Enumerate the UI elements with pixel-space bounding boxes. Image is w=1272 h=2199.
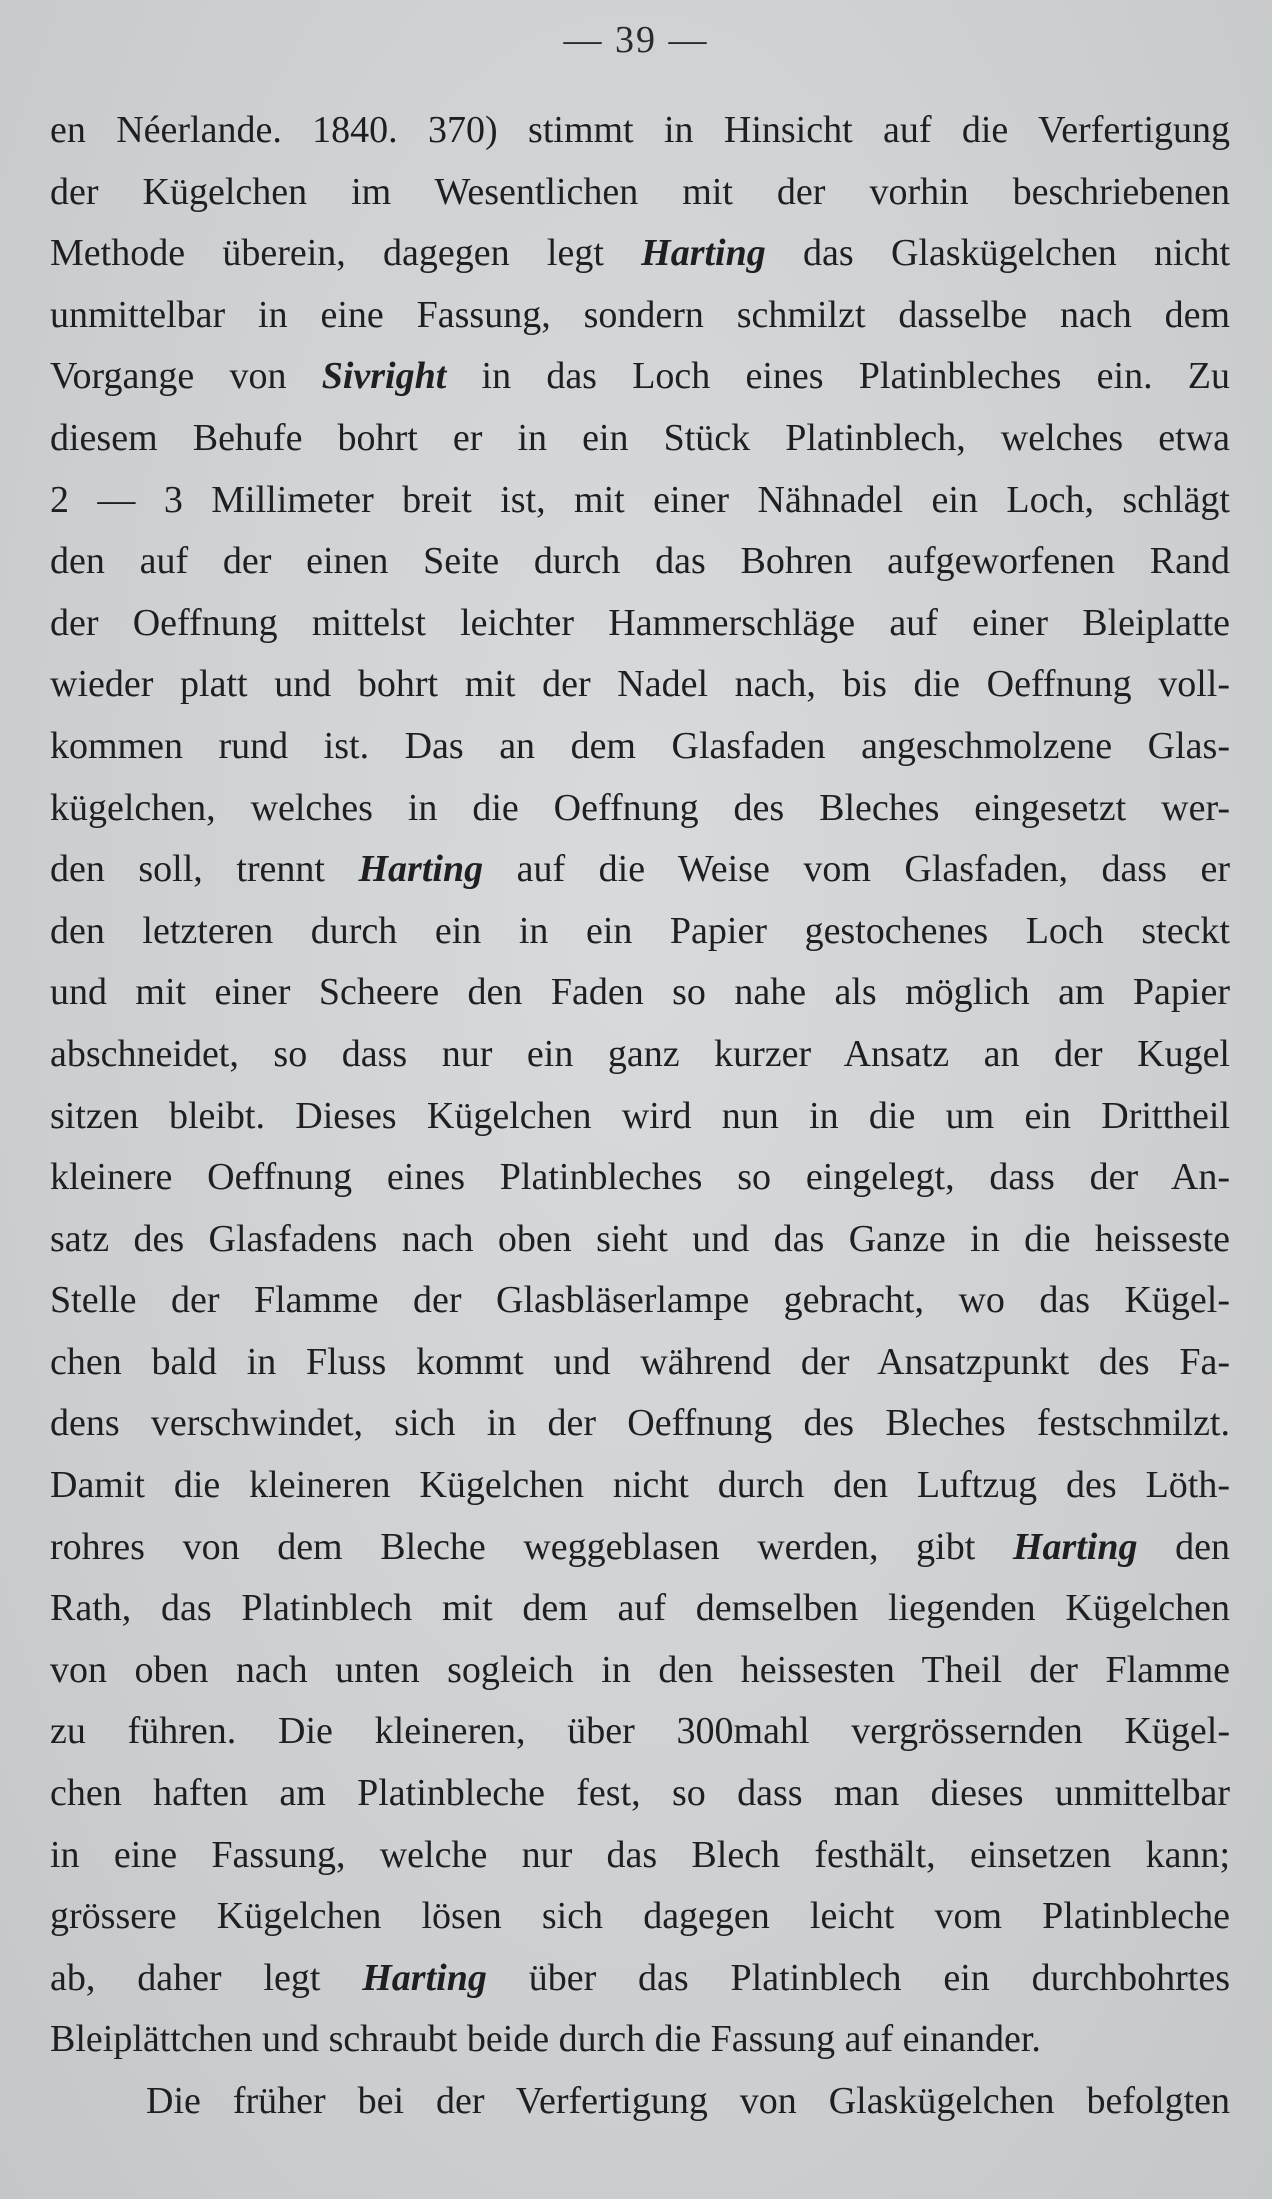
text-line — [50, 408, 1230, 470]
text-run: ab, daher legt — [50, 1956, 363, 1999]
text-run: kommen rund ist. Das an dem Glasfaden angeschmolzene Glas- — [50, 724, 1230, 767]
text-line — [50, 1455, 1230, 1517]
text-run: von oben nach unten sogleich in den heissesten Theil der Flamme — [50, 1648, 1230, 1691]
text-line — [50, 1393, 1230, 1455]
text-run: Damit die kleineren Kügelchen nicht durch den Luftzug des Löth- — [50, 1464, 1230, 1507]
page-number: — 39 — — [563, 19, 709, 61]
text-line — [50, 839, 1230, 901]
text-line — [50, 2071, 1230, 2133]
text-run: kügelchen, welches in die Oeffnung des Bleches eingesetzt wer- — [50, 786, 1230, 829]
text-run: Stelle der Flamme der Glasbläserlampe gebracht, wo das Kügel- — [50, 1279, 1230, 1322]
text-run: Die früher bei der Verfertigung von Glaskügelchen befolgten — [146, 2080, 1230, 2122]
text-run: und mit einer Scheere den Faden so nahe als möglich am Papier — [50, 971, 1230, 1014]
text-run: den — [1137, 1525, 1230, 1568]
text-line — [50, 1209, 1230, 1271]
text-run: über das Platinblech ein durchbohrtes — [486, 1956, 1230, 1999]
text-line — [50, 1640, 1230, 1702]
text-run: en Néerlande. 1840. 370) stimmt in Hinsicht auf die Verfertigung — [50, 109, 1230, 151]
text-run: dens verschwindet, sich in der Oeffnung des Bleches festschmilzt. — [50, 1402, 1230, 1445]
text-line — [50, 1332, 1230, 1394]
text-run: auf die Weise vom Glasfaden, dass er — [483, 848, 1230, 891]
person-name: Harting — [1012, 1525, 1138, 1568]
text-run: zu führen. Die kleineren, über 300mahl vergrössernden Kügel- — [50, 1710, 1230, 1753]
person-name: Harting — [641, 232, 766, 275]
text-run: der Kügelchen im Wesentlichen mit der vorhin beschriebenen — [50, 170, 1230, 213]
text-run: kleinere Oeffnung eines Platinbleches so eingelegt, dass der An- — [50, 1156, 1230, 1199]
text-line — [50, 1024, 1230, 1086]
text-run: den auf der einen Seite durch das Bohren aufgeworfenen Rand — [50, 540, 1230, 583]
text-run: den letzteren durch ein in ein Papier gestochenes Loch steckt — [50, 909, 1230, 952]
text-run: das Glaskügelchen nicht — [765, 232, 1230, 275]
text-run: chen bald in Fluss kommt und während der Ansatzpunkt des Fa- — [50, 1340, 1230, 1383]
text-line — [50, 654, 1230, 716]
text-run: unmittelbar in eine Fassung, sondern schmilzt dasselbe nach dem — [50, 293, 1230, 336]
text-line — [50, 1825, 1230, 1887]
body-text — [50, 100, 1230, 2133]
person-name: Harting — [358, 848, 484, 891]
text-run: wieder platt und bohrt mit der Nadel nach, bis die Oeffnung voll- — [50, 663, 1230, 706]
text-line — [50, 778, 1230, 840]
text-line — [50, 1578, 1230, 1640]
text-line — [50, 716, 1230, 778]
text-line — [50, 1086, 1230, 1148]
text-line — [50, 1147, 1230, 1209]
text-run: 2 — 3 Millimeter breit ist, mit einer Nähnadel ein Loch, schlägt — [50, 478, 1230, 521]
text-run: satz des Glasfadens nach oben sieht und das Ganze in die heisseste — [50, 1217, 1230, 1260]
text-line — [50, 285, 1230, 347]
text-run: sitzen bleibt. Dieses Kügelchen wird nun in die um ein Drittheil — [50, 1094, 1230, 1137]
text-run: Rath, das Platinblech mit dem auf demselben liegenden Kügelchen — [50, 1587, 1230, 1630]
text-line — [50, 593, 1230, 655]
text-line — [50, 1517, 1230, 1579]
text-run: abschneidet, so dass nur ein ganz kurzer Ansatz an der Kugel — [50, 1032, 1230, 1075]
text-line — [50, 1886, 1230, 1948]
text-run: der Oeffnung mittelst leichter Hammerschläge auf einer Bleiplatte — [50, 601, 1230, 644]
text-run: in das Loch eines Platinbleches ein. Zu — [446, 355, 1230, 398]
text-line — [50, 962, 1230, 1024]
text-run: Methode überein, dagegen legt — [50, 232, 642, 275]
text-run: Bleiplättchen und schraubt beide durch die Fassung auf einander. — [50, 2018, 1041, 2061]
text-line — [50, 1763, 1230, 1825]
text-line — [50, 1270, 1230, 1332]
person-name: Harting — [362, 1956, 487, 1999]
text-run: diesem Behufe bohrt er in ein Stück Platinblech, welches etwa — [50, 416, 1230, 459]
text-run: in eine Fassung, welche nur das Blech festhält, einsetzen kann; — [50, 1833, 1230, 1876]
text-line — [50, 470, 1230, 532]
text-line — [50, 1701, 1230, 1763]
text-run: grössere Kügelchen lösen sich dagegen leicht vom Platinbleche — [50, 1895, 1230, 1938]
text-run: chen haften am Platinbleche fest, so dass man dieses unmittelbar — [50, 1772, 1230, 1815]
text-line — [50, 162, 1230, 224]
text-line — [50, 100, 1230, 162]
text-line — [50, 223, 1230, 285]
text-run: den soll, trennt — [50, 848, 359, 891]
text-line — [50, 901, 1230, 963]
text-run: rohres von dem Bleche weggeblasen werden, gibt — [50, 1525, 1013, 1568]
text-run: Vorgange von — [50, 355, 322, 398]
person-name: Sivright — [321, 355, 447, 398]
text-line — [50, 2009, 1230, 2071]
text-line — [50, 531, 1230, 593]
text-line — [50, 346, 1230, 408]
text-line — [50, 1948, 1230, 2010]
